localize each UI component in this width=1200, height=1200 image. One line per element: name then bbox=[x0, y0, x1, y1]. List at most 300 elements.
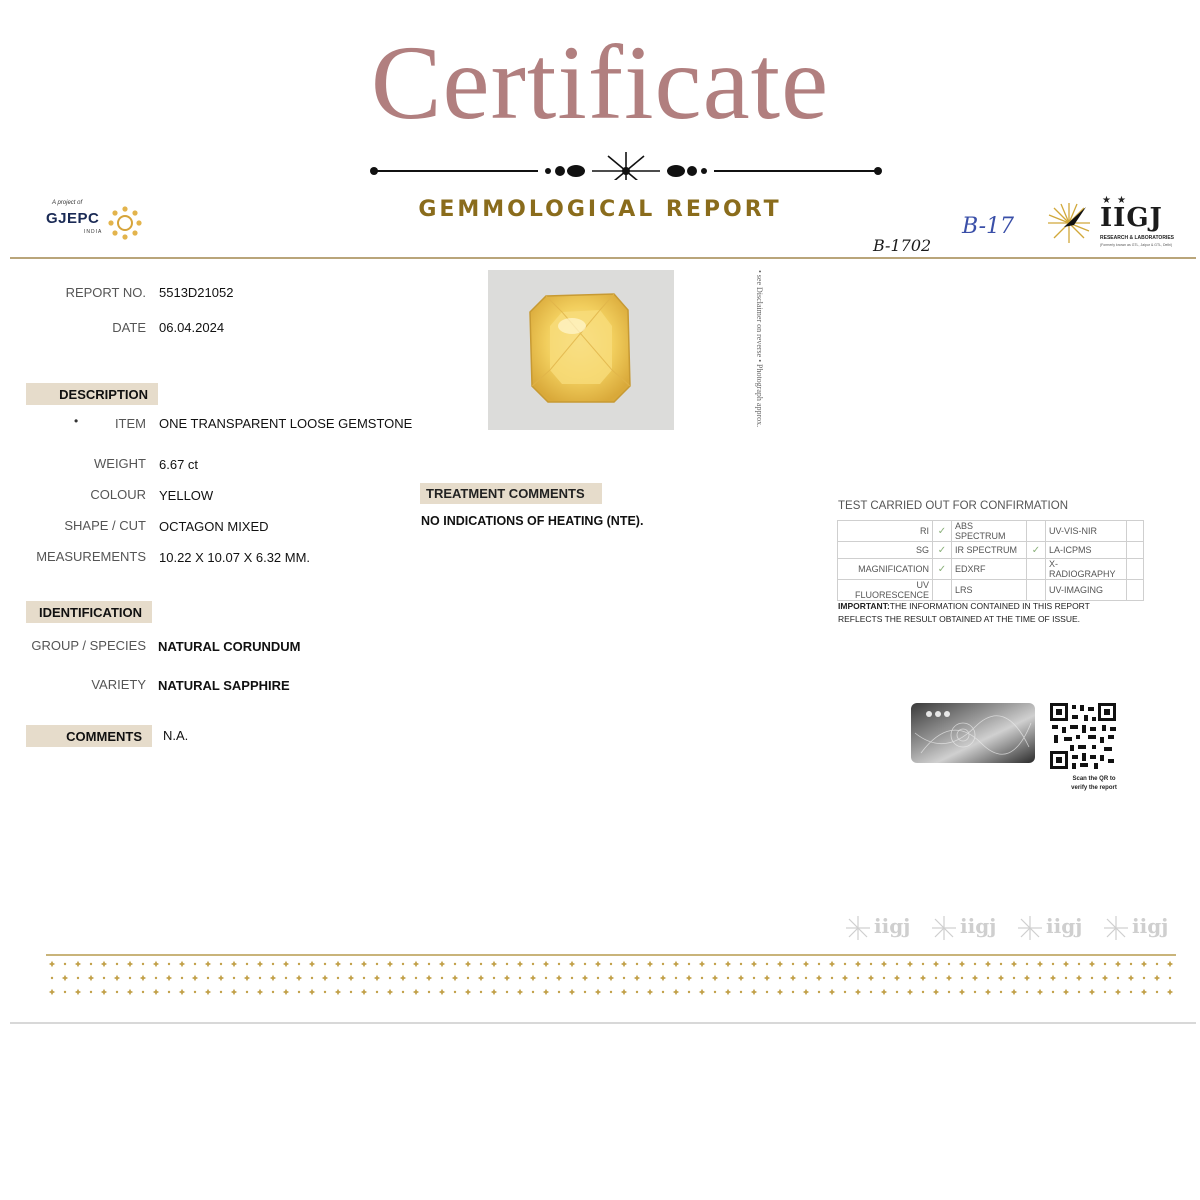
colour-label: COLOUR bbox=[90, 487, 146, 502]
gold-dot bbox=[49, 961, 55, 967]
watermark-burst-icon bbox=[1018, 916, 1042, 940]
gold-dot bbox=[127, 961, 133, 967]
check-icon bbox=[933, 580, 952, 601]
bullet-mark: • bbox=[74, 414, 79, 428]
gold-dot bbox=[1013, 977, 1015, 979]
gold-dot bbox=[792, 963, 794, 965]
gold-dot bbox=[569, 989, 575, 995]
gold-dot bbox=[974, 991, 976, 993]
check-icon: ✓ bbox=[1027, 542, 1046, 559]
gold-dot bbox=[376, 963, 378, 965]
test-row bbox=[838, 521, 1144, 542]
gold-dot bbox=[922, 991, 924, 993]
test-cell-empty bbox=[1127, 521, 1144, 542]
gold-dot bbox=[818, 991, 820, 993]
gold-dot bbox=[220, 991, 222, 993]
gold-dot bbox=[1026, 991, 1028, 993]
test-cell: UV-VIS-NIR bbox=[1046, 521, 1127, 542]
gold-dot bbox=[246, 963, 248, 965]
measurements-value: 10.22 X 10.07 X 6.32 MM. bbox=[159, 550, 311, 565]
gold-dot bbox=[985, 989, 991, 995]
gold-dot bbox=[272, 991, 274, 993]
gold-dot bbox=[1078, 991, 1080, 993]
test-table-title: TEST CARRIED OUT FOR CONFIRMATION bbox=[838, 500, 1069, 512]
gold-dot bbox=[725, 989, 731, 995]
gold-dot bbox=[608, 975, 614, 981]
gold-dot bbox=[751, 989, 757, 995]
gold-dot bbox=[114, 975, 120, 981]
gold-dot bbox=[764, 975, 770, 981]
gold-dot bbox=[714, 963, 716, 965]
test-cell: ABS SPECTRUM bbox=[952, 521, 1027, 542]
shape-value: OCTAGON MIXED bbox=[159, 519, 269, 534]
gold-dot bbox=[597, 977, 599, 979]
gold-dot bbox=[738, 975, 744, 981]
test-cell-empty bbox=[1127, 580, 1144, 601]
comments-section-bar: COMMENTS bbox=[26, 725, 152, 747]
watermark-text: iigj bbox=[1046, 914, 1083, 938]
gold-dot bbox=[1063, 989, 1069, 995]
description-section-bar: DESCRIPTION bbox=[26, 383, 158, 405]
gold-dot bbox=[194, 963, 196, 965]
gold-dot bbox=[881, 989, 887, 995]
gold-dot bbox=[465, 961, 471, 967]
gold-dot bbox=[1078, 963, 1080, 965]
gold-dot bbox=[1052, 963, 1054, 965]
gold-dot bbox=[870, 963, 872, 965]
item-label: ITEM bbox=[114, 416, 146, 431]
gold-dot bbox=[298, 963, 300, 965]
gold-dot bbox=[1037, 989, 1043, 995]
gold-dot bbox=[181, 977, 183, 979]
gold-dot bbox=[766, 963, 768, 965]
gold-dot bbox=[673, 961, 679, 967]
gold-dot bbox=[530, 975, 536, 981]
gold-dot bbox=[517, 961, 523, 967]
variety-label: VARIETY bbox=[91, 677, 146, 692]
gold-dot bbox=[439, 989, 445, 995]
gold-dot bbox=[309, 961, 315, 967]
header-divider bbox=[10, 257, 1196, 259]
gold-dot bbox=[272, 963, 274, 965]
gold-dot bbox=[1050, 975, 1056, 981]
gold-dot bbox=[205, 961, 211, 967]
gold-dot bbox=[153, 961, 159, 967]
hologram-sticker-icon bbox=[911, 703, 1035, 763]
gold-dot bbox=[660, 975, 666, 981]
gold-dot bbox=[870, 991, 872, 993]
iigj-subtitle-2: (Formerly known as GTL, Jaipur & GTL, Delhi) bbox=[1100, 243, 1173, 247]
gold-dot bbox=[688, 991, 690, 993]
gold-dot bbox=[259, 977, 261, 979]
gold-dot bbox=[335, 989, 341, 995]
gold-dot bbox=[946, 975, 952, 981]
test-cell: RI bbox=[838, 521, 933, 542]
gold-dot bbox=[920, 975, 926, 981]
gold-dot bbox=[636, 991, 638, 993]
gold-dot bbox=[142, 963, 144, 965]
gold-dot bbox=[439, 961, 445, 967]
identification-section-bar: IDENTIFICATION bbox=[26, 601, 152, 623]
gold-dot bbox=[855, 961, 861, 967]
gold-dot bbox=[1024, 975, 1030, 981]
gold-dot bbox=[998, 975, 1004, 981]
group-species-label: GROUP / SPECIES bbox=[31, 638, 146, 653]
treatment-value: NO INDICATIONS OF HEATING (NTE). bbox=[421, 514, 644, 528]
gold-dot bbox=[790, 975, 796, 981]
gold-dot bbox=[610, 963, 612, 965]
gold-dot bbox=[90, 963, 92, 965]
important-notice bbox=[838, 600, 1128, 626]
gold-border-line bbox=[46, 954, 1176, 956]
gold-dot bbox=[881, 961, 887, 967]
gold-dot bbox=[883, 977, 885, 979]
gold-dot bbox=[480, 963, 482, 965]
gold-dot bbox=[166, 975, 172, 981]
gold-dot bbox=[662, 963, 664, 965]
gold-dot bbox=[1037, 961, 1043, 967]
gold-dot bbox=[803, 989, 809, 995]
gold-dot bbox=[818, 963, 820, 965]
gold-dot bbox=[337, 977, 339, 979]
gold-dot bbox=[491, 961, 497, 967]
gold-dot bbox=[712, 975, 718, 981]
gold-dot bbox=[116, 963, 118, 965]
gold-dot bbox=[816, 975, 822, 981]
measurements-label: MEASUREMENTS bbox=[36, 549, 146, 564]
gold-dot bbox=[1156, 991, 1158, 993]
gold-dot bbox=[959, 961, 965, 967]
gold-dot bbox=[75, 961, 81, 967]
gold-dot bbox=[701, 977, 703, 979]
test-cell: IR SPECTRUM bbox=[952, 542, 1027, 559]
gemstone-photo bbox=[488, 270, 674, 430]
qr-caption-line-1: Scan the QR to bbox=[1072, 776, 1116, 782]
check-icon bbox=[1027, 559, 1046, 580]
gold-dot bbox=[948, 991, 950, 993]
important-label: IMPORTANT: bbox=[838, 601, 890, 611]
gold-dot bbox=[725, 961, 731, 967]
gold-dot bbox=[673, 989, 679, 995]
gold-dot bbox=[257, 961, 263, 967]
gold-dot bbox=[402, 963, 404, 965]
gold-dot bbox=[621, 961, 627, 967]
gold-dot bbox=[285, 977, 287, 979]
gold-dot bbox=[1154, 975, 1160, 981]
watermark-text: iigj bbox=[1132, 914, 1169, 938]
gold-dot bbox=[1130, 963, 1132, 965]
gold-dot bbox=[1089, 989, 1095, 995]
gold-dot bbox=[361, 989, 367, 995]
gold-dot bbox=[662, 991, 664, 993]
gold-dot bbox=[569, 961, 575, 967]
gold-dot bbox=[805, 977, 807, 979]
gold-dot bbox=[220, 963, 222, 965]
gold-dot bbox=[1011, 989, 1017, 995]
gold-dot bbox=[454, 963, 456, 965]
check-icon: ✓ bbox=[933, 542, 952, 559]
gold-dot bbox=[1104, 991, 1106, 993]
qr-caption-line-2: verify the report bbox=[1071, 785, 1117, 791]
gold-dot bbox=[426, 975, 432, 981]
gjepc-country: INDIA bbox=[84, 229, 103, 235]
gold-dot bbox=[192, 975, 198, 981]
gold-dot bbox=[1156, 963, 1158, 965]
gold-dot bbox=[1063, 961, 1069, 967]
gold-dot bbox=[675, 977, 677, 979]
gold-dot bbox=[309, 989, 315, 995]
gold-dot bbox=[1011, 961, 1017, 967]
gold-dot bbox=[961, 977, 963, 979]
iigj-burst-icon bbox=[1044, 201, 1094, 245]
gjepc-sun-icon bbox=[108, 206, 142, 240]
gold-dot bbox=[610, 991, 612, 993]
gold-dot bbox=[231, 961, 237, 967]
gold-dot bbox=[1141, 989, 1147, 995]
gold-dot bbox=[699, 961, 705, 967]
gold-dot bbox=[1000, 963, 1002, 965]
gold-dot bbox=[896, 991, 898, 993]
gold-dot bbox=[324, 963, 326, 965]
gold-dot bbox=[727, 977, 729, 979]
gold-dot bbox=[558, 963, 560, 965]
test-row bbox=[838, 580, 1144, 601]
gold-dot bbox=[896, 963, 898, 965]
gold-dot bbox=[283, 961, 289, 967]
gold-dot bbox=[1052, 991, 1054, 993]
gold-dot bbox=[129, 977, 131, 979]
test-cell: SG bbox=[838, 542, 933, 559]
gold-dot bbox=[740, 991, 742, 993]
gold-dot bbox=[1128, 975, 1134, 981]
gold-dot bbox=[335, 961, 341, 967]
gold-dot bbox=[777, 961, 783, 967]
gold-dot bbox=[101, 989, 107, 995]
gold-dot bbox=[636, 963, 638, 965]
gold-dot bbox=[1141, 961, 1147, 967]
report-no-label: REPORT NO. bbox=[65, 285, 146, 300]
gold-dot bbox=[75, 989, 81, 995]
iigj-subtitle: RESEARCH & LABORATORIES bbox=[1100, 235, 1174, 241]
gold-dot bbox=[595, 961, 601, 967]
gold-dot bbox=[116, 991, 118, 993]
gold-dot bbox=[64, 991, 66, 993]
gold-dot bbox=[974, 963, 976, 965]
treatment-section-bar: TREATMENT COMMENTS bbox=[420, 483, 602, 504]
gold-dot bbox=[51, 977, 53, 979]
gold-dot bbox=[1000, 991, 1002, 993]
gold-dot bbox=[907, 961, 913, 967]
test-row bbox=[838, 559, 1144, 580]
gold-dot bbox=[803, 961, 809, 967]
gold-dot bbox=[1115, 961, 1121, 967]
gold-dot bbox=[831, 977, 833, 979]
gold-dot bbox=[168, 963, 170, 965]
gold-dot bbox=[1115, 989, 1121, 995]
gold-dot bbox=[844, 991, 846, 993]
gold-dot bbox=[1130, 991, 1132, 993]
gold-dot bbox=[103, 977, 105, 979]
variety-value: NATURAL SAPPHIRE bbox=[158, 678, 290, 693]
gold-dot bbox=[88, 975, 94, 981]
gjepc-name: GJEPC bbox=[46, 210, 100, 227]
gold-dot bbox=[595, 989, 601, 995]
gold-dot bbox=[142, 991, 144, 993]
gold-dot bbox=[753, 977, 755, 979]
watermark-burst-icon bbox=[846, 916, 870, 940]
gold-dot bbox=[584, 991, 586, 993]
test-cell: UV FLUORESCENCE bbox=[838, 580, 933, 601]
gold-dot bbox=[231, 989, 237, 995]
gold-dot bbox=[361, 961, 367, 967]
gold-dot bbox=[387, 989, 393, 995]
gold-dot bbox=[649, 977, 651, 979]
gold-dot bbox=[127, 989, 133, 995]
gold-dot bbox=[1065, 977, 1067, 979]
gold-dot bbox=[829, 989, 835, 995]
qr-code-icon[interactable] bbox=[1050, 703, 1116, 769]
qr-caption bbox=[1058, 775, 1130, 793]
gold-dot bbox=[857, 977, 859, 979]
gold-dot bbox=[90, 991, 92, 993]
gold-dot bbox=[688, 963, 690, 965]
gold-dot bbox=[571, 977, 573, 979]
gold-dot bbox=[62, 975, 68, 981]
date-value: 06.04.2024 bbox=[159, 320, 225, 335]
gold-dot bbox=[348, 975, 354, 981]
watermark-burst-icon bbox=[1104, 916, 1128, 940]
gold-dot bbox=[246, 991, 248, 993]
gold-dot bbox=[49, 989, 55, 995]
gold-dot bbox=[155, 977, 157, 979]
comments-value: N.A. bbox=[163, 728, 189, 743]
yellow-sapphire-image bbox=[488, 270, 674, 430]
gold-dot bbox=[467, 977, 469, 979]
gold-dot bbox=[842, 975, 848, 981]
gold-dot bbox=[376, 991, 378, 993]
gold-dot bbox=[582, 975, 588, 981]
shape-label: SHAPE / CUT bbox=[64, 518, 146, 533]
gold-dot bbox=[179, 961, 185, 967]
check-icon bbox=[1027, 580, 1046, 601]
check-icon: ✓ bbox=[933, 559, 952, 580]
gold-dot bbox=[1089, 961, 1095, 967]
gold-dot bbox=[543, 989, 549, 995]
gold-dot bbox=[621, 989, 627, 995]
gold-dot bbox=[493, 977, 495, 979]
test-cell: LA-ICPMS bbox=[1046, 542, 1127, 559]
gold-dot bbox=[218, 975, 224, 981]
gold-dot bbox=[517, 989, 523, 995]
gold-dot bbox=[1091, 977, 1093, 979]
gold-dot bbox=[478, 975, 484, 981]
gold-dot bbox=[283, 989, 289, 995]
gold-dot bbox=[350, 991, 352, 993]
gold-dot bbox=[400, 975, 406, 981]
photo-disclaimer: • see Disclaimer on reverse • Photograph approx. bbox=[755, 270, 764, 428]
test-cell: UV-IMAGING bbox=[1046, 580, 1127, 601]
gold-dot bbox=[311, 977, 313, 979]
certificate-banner-title: Certificate bbox=[370, 24, 830, 141]
iigj-name: IIGJ bbox=[1100, 203, 1163, 233]
gold-dot bbox=[829, 961, 835, 967]
gold-dot bbox=[556, 975, 562, 981]
gold-dot bbox=[428, 963, 430, 965]
gold-dot bbox=[1104, 963, 1106, 965]
gold-dot bbox=[205, 989, 211, 995]
gold-dot bbox=[909, 977, 911, 979]
gold-dot bbox=[1026, 963, 1028, 965]
gold-dot bbox=[948, 963, 950, 965]
gold-dot bbox=[558, 991, 560, 993]
test-cell: LRS bbox=[952, 580, 1027, 601]
gold-dot bbox=[1039, 977, 1041, 979]
gold-dot bbox=[350, 963, 352, 965]
test-cell-empty bbox=[1127, 542, 1144, 559]
test-table bbox=[837, 520, 1144, 601]
gold-dot bbox=[623, 977, 625, 979]
weight-value: 6.67 ct bbox=[159, 457, 199, 472]
gold-dot bbox=[959, 989, 965, 995]
gold-dot bbox=[363, 977, 365, 979]
gold-dot bbox=[972, 975, 978, 981]
gold-dot bbox=[441, 977, 443, 979]
gold-dot bbox=[1169, 977, 1171, 979]
gold-dot bbox=[686, 975, 692, 981]
gold-dot bbox=[1076, 975, 1082, 981]
watermark-text: iigj bbox=[960, 914, 997, 938]
weight-label: WEIGHT bbox=[94, 456, 146, 471]
iigj-watermark-row bbox=[846, 912, 1180, 946]
gold-dot bbox=[933, 961, 939, 967]
gold-dot bbox=[1143, 977, 1145, 979]
gold-dot bbox=[647, 989, 653, 995]
gold-dot bbox=[465, 989, 471, 995]
test-cell-empty bbox=[1127, 559, 1144, 580]
gold-dot bbox=[322, 975, 328, 981]
gold-dot bbox=[543, 961, 549, 967]
gold-dot bbox=[634, 975, 640, 981]
important-text: THE INFORMATION CONTAINED IN THIS REPORT REFLECTS THE RESULT OBTAINED AT THE TIME OF ISSUE. bbox=[838, 601, 1090, 624]
gold-dot bbox=[324, 991, 326, 993]
gold-dot bbox=[933, 989, 939, 995]
gold-dot bbox=[428, 991, 430, 993]
gold-dot bbox=[987, 977, 989, 979]
report-heading: GEMMOLOGICAL REPORT bbox=[418, 197, 782, 222]
gold-dot bbox=[168, 991, 170, 993]
test-cell: X-RADIOGRAPHY bbox=[1046, 559, 1127, 580]
watermark-burst-icon bbox=[932, 916, 956, 940]
iigj-stars: ★★ bbox=[1102, 195, 1132, 206]
gold-dot bbox=[101, 961, 107, 967]
check-icon bbox=[1027, 521, 1046, 542]
handwritten-note-b17: B-17 bbox=[962, 214, 1015, 239]
gold-dot bbox=[584, 963, 586, 965]
gold-dot bbox=[402, 991, 404, 993]
gold-dot bbox=[532, 991, 534, 993]
gold-dot bbox=[179, 989, 185, 995]
watermark-text: iigj bbox=[874, 914, 911, 938]
gold-dot bbox=[519, 977, 521, 979]
gold-dot bbox=[935, 977, 937, 979]
gold-dot bbox=[1102, 975, 1108, 981]
gold-dot bbox=[506, 963, 508, 965]
gold-dot bbox=[233, 977, 235, 979]
gold-dot bbox=[413, 989, 419, 995]
gold-dot bbox=[766, 991, 768, 993]
check-icon: ✓ bbox=[933, 521, 952, 542]
gold-dot bbox=[855, 989, 861, 995]
